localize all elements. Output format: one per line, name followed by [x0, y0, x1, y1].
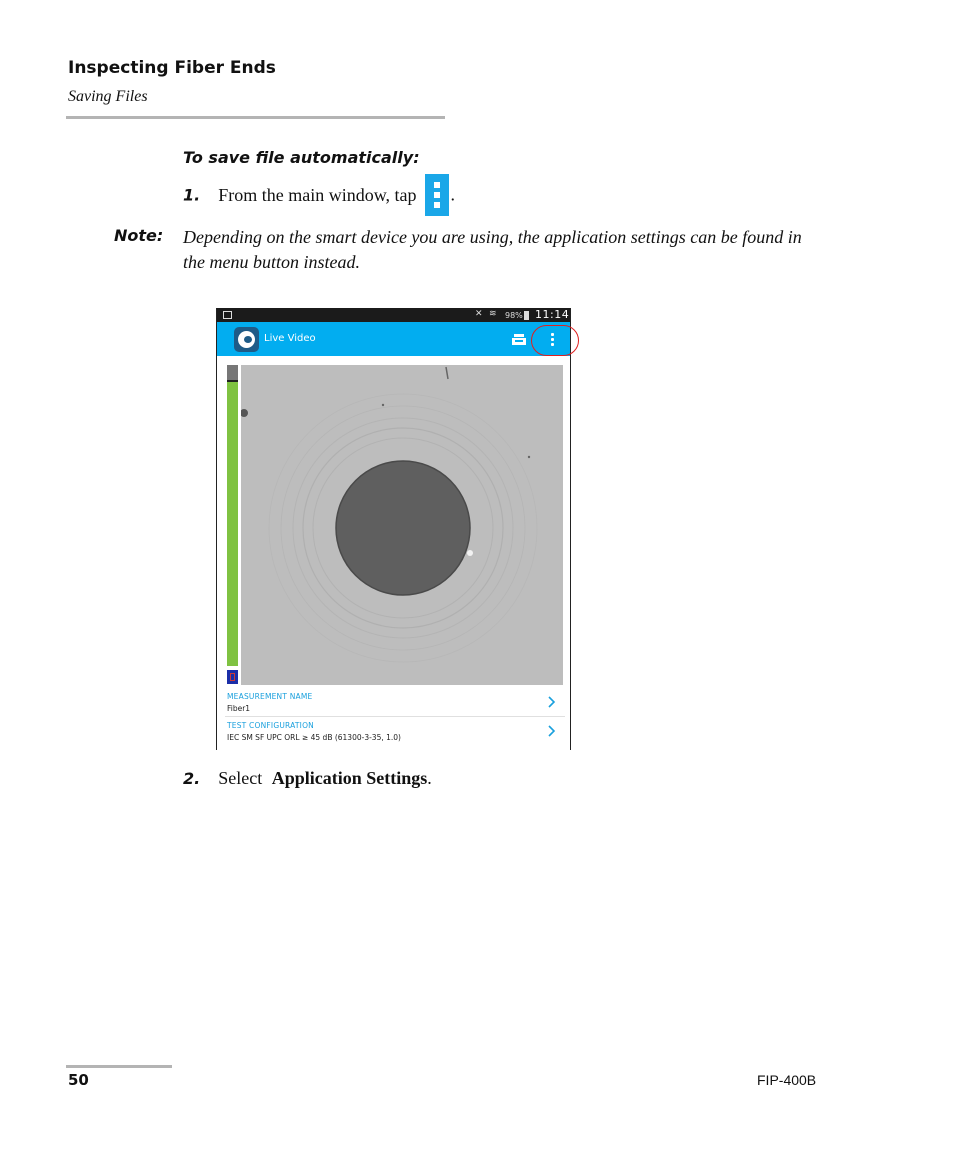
focus-meter-bar	[227, 382, 238, 666]
step-1-period: .	[450, 184, 456, 205]
mute-icon: ✕	[475, 309, 483, 319]
app-screenshot	[216, 308, 571, 750]
battery-icon	[524, 311, 529, 320]
row-divider	[225, 716, 565, 717]
test-configuration-chevron-icon[interactable]	[548, 725, 556, 737]
app-title: Live Video	[264, 333, 316, 344]
test-configuration-value: IEC SM SF UPC ORL ≥ 45 dB (61300-3-35, 1.0)	[227, 733, 401, 742]
note-label: Note:	[114, 226, 164, 245]
chapter-title: Inspecting Fiber Ends	[68, 58, 276, 78]
footer-divider	[66, 1065, 172, 1068]
gallery-icon	[223, 311, 232, 319]
fiber-end-image	[241, 365, 563, 685]
product-name: FIP-400B	[757, 1072, 817, 1088]
menu-highlight-ring	[531, 325, 579, 356]
step-1-number: 1.	[183, 185, 201, 205]
step-2-setting-name: Application Settings	[271, 768, 428, 788]
app-bar	[217, 322, 570, 356]
step-1-text: From the main window, tap	[218, 184, 417, 205]
procedure-title: To save file automatically:	[183, 148, 420, 167]
note-text: Depending on the smart device you are using, the application settings can be found in the menu button instead.	[183, 227, 802, 272]
header-divider	[66, 116, 445, 119]
focus-meter-indicator	[230, 673, 235, 681]
overflow-menu-icon	[425, 174, 449, 216]
measurement-name-value: Fiber1	[227, 704, 251, 713]
measurement-name-chevron-icon[interactable]	[548, 696, 556, 708]
app-logo-mark-inner	[244, 336, 252, 343]
save-to-device-icon[interactable]	[512, 334, 526, 345]
page-number: 50	[68, 1071, 89, 1089]
focus-meter-cap	[227, 365, 238, 380]
step-1	[183, 176, 455, 218]
step-2-period: .	[427, 768, 432, 788]
status-bar	[217, 308, 570, 322]
battery-percent: 98%	[505, 311, 523, 320]
wifi-icon: ≋	[489, 309, 497, 319]
section-title: Saving Files	[68, 88, 148, 105]
step-2-number: 2.	[183, 769, 201, 788]
clock: 11:14	[535, 308, 570, 321]
measurement-name-label: MEASUREMENT NAME	[227, 692, 313, 701]
step-2	[183, 768, 432, 789]
test-configuration-label: TEST CONFIGURATION	[227, 721, 314, 730]
step-2-text: Select	[218, 768, 267, 788]
